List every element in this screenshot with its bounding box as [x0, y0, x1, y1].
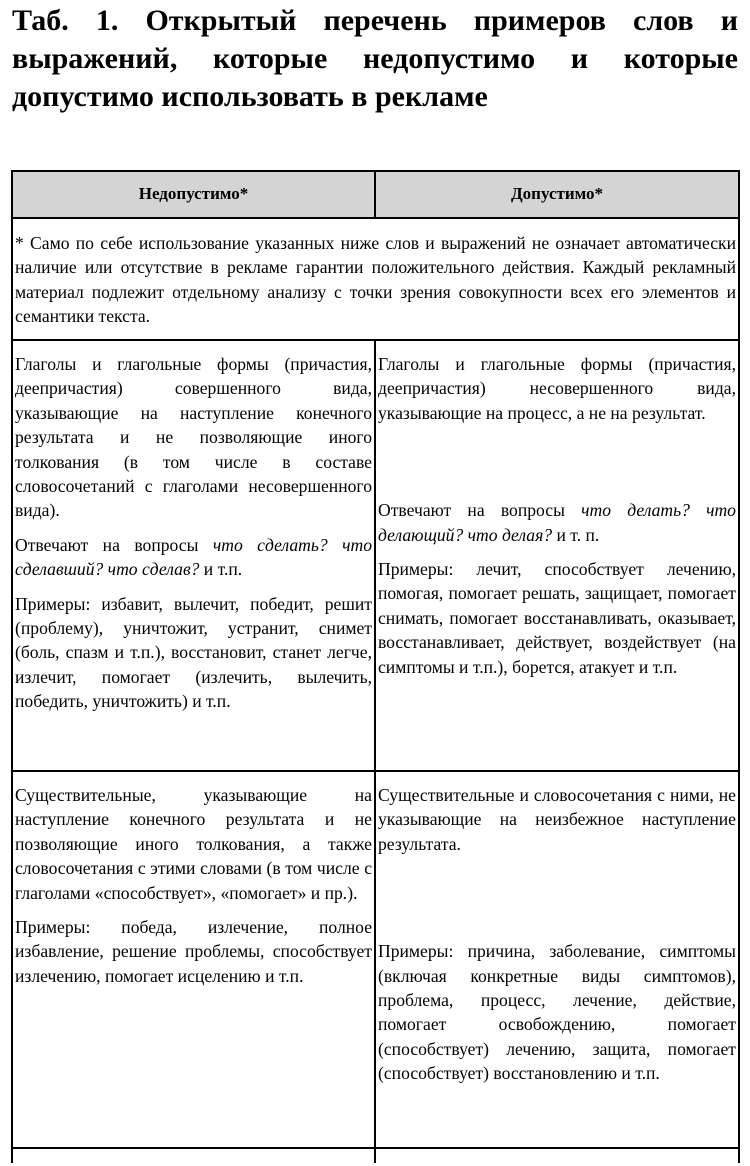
words-table	[11, 170, 740, 1163]
nouns-acceptable-description: Существительные и словосочетания с ними, не указывающие на неизбежное наступление результата.	[378, 785, 736, 854]
nouns-unacceptable-cell	[12, 771, 375, 1148]
note-cell	[12, 218, 739, 340]
verbs-acceptable-cell	[375, 340, 739, 771]
continued-cell-right	[375, 1148, 739, 1163]
header-acceptable: Допустимо*	[375, 171, 739, 218]
verbs-acceptable-questions: Отвечают на вопросы что делать? что делающий? что делая? и т. п.	[378, 500, 736, 545]
nouns-unacceptable-description: Существительные, указывающие на наступление конечного результата и не позволяющие иного толкования, а также словосочетания с этими словами (в том числе с глаголами «способствует», «помогает» и пр.).	[15, 785, 372, 903]
verbs-row	[12, 340, 739, 771]
verbs-unacceptable-description: Глаголы и глагольные формы (причастия, деепричастия) совершенного вида, указывающие на наступление конечного результата и не позволяющие иного толкования (в том числе в составе словосочетаний с глаголами несовершенного вида).	[15, 354, 372, 521]
continued-row	[12, 1148, 739, 1163]
verbs-unacceptable-examples: Примеры: избавит, вылечит, победит, решит (проблему), уничтожит, устранит, снимет (боль, спазм и т.п.), восстановит, станет легче, излечит, помогает (излечить, вылечить, победить, уничтожить) и т.п.	[15, 593, 372, 712]
verbs-acceptable-examples: Примеры: лечит, способствует лечению, помогая, помогает решать, защищает, помогает снимать, помогает восстанавливать, оказывает, восстанавливает, действует, воздействует (на симптомы и т.п.), борется, атакует и т.п.	[378, 559, 736, 677]
continued-cell-left	[12, 1148, 375, 1163]
nouns-row	[12, 771, 739, 1148]
nouns-acceptable-cell	[375, 771, 739, 1148]
header-unacceptable: Недопустимо*	[12, 171, 375, 218]
note-row	[12, 218, 739, 340]
page-title: Таб. 1. Открытый перечень примеров слов и выражений, которые недопустимо и которые допустимо использовать в рекламе	[12, 4, 738, 113]
nouns-acceptable-examples: Примеры: причина, заболевание, симптомы (включая конкретные виды симптомов), проблема, процесс, лечение, действие, помогает освобождению, помогает (способствует) лечению, защита, помогает (способствует) восстановлению и т.п.	[378, 941, 736, 1084]
verbs-unacceptable-questions: Отвечают на вопросы что сделать? что сделавший? что сделав? и т.п.	[15, 534, 372, 580]
verbs-acceptable-description: Глаголы и глагольные формы (причастия, деепричастия) несовершенного вида, указывающие на процесс, а не на результат.	[378, 354, 736, 423]
footnote-text: * Само по себе использование указанных ниже слов и выражений не означает автоматически наличие или отсутствие в рекламе гарантии положительного действия. Каждый рекламный материал подлежит отдельному анализу с точки зрения совокупности всех его элементов и семантики текста.	[15, 233, 736, 327]
header-row	[12, 171, 739, 218]
verbs-unacceptable-cell	[12, 340, 375, 771]
nouns-unacceptable-examples: Примеры: победа, излечение, полное избавление, решение проблемы, способствует излечению, помогает исцелению и т.п.	[15, 917, 372, 986]
